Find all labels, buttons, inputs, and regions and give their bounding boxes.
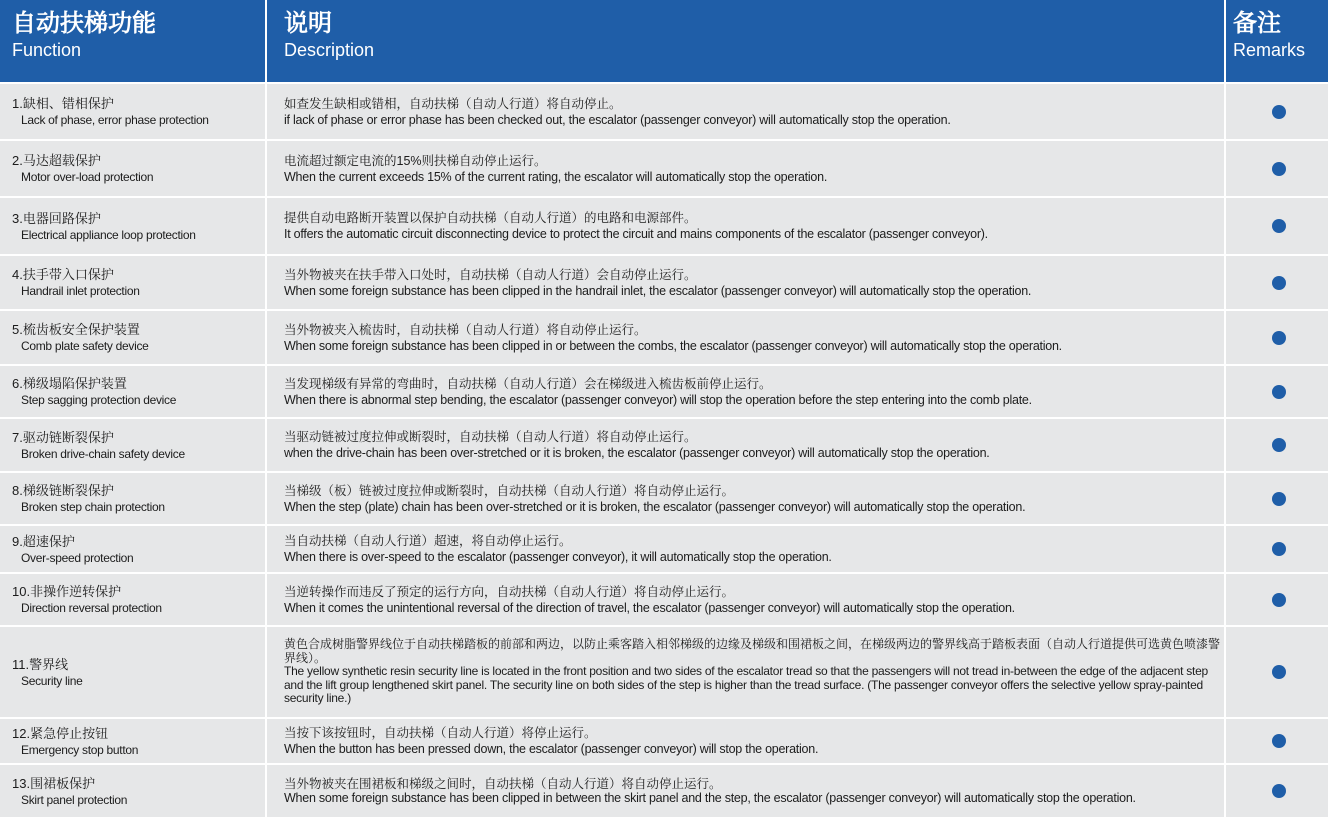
row-11-remark [1226, 627, 1328, 717]
header-description-zh: 说明 [284, 10, 332, 37]
function-en: Comb plate safety device [21, 339, 149, 353]
function-zh: 4.扶手带入口保护 [12, 267, 114, 282]
row-10-remark [1226, 574, 1328, 625]
function-en: Emergency stop button [21, 742, 139, 757]
description-zh: 当自动扶梯（自动人行道）超速，将自动停止运行。 [284, 534, 572, 548]
description-en: When some foreign substance has been clipped in or between the combs, the escalator (passenger conveyor) will automatically stop the operation. [284, 338, 1062, 353]
row-5-description [267, 311, 1224, 364]
function-en: Broken drive-chain safety device [21, 446, 185, 461]
row-12-function [0, 719, 265, 763]
remark-dot-icon [1272, 542, 1286, 556]
row-3-remark [1226, 198, 1328, 254]
description-en: When the step (plate) chain has been over-stretched or it is broken, the escalator (passenger conveyor) will automatically stop the operation. [284, 499, 1026, 514]
description-en: When the button has been pressed down, the escalator (passenger conveyor) will stop the operation. [284, 742, 819, 756]
remark-dot-icon [1272, 105, 1286, 119]
function-zh: 13.围裙板保护 [12, 775, 96, 791]
description-en: when the drive-chain has been over-stretched or it is broken, the escalator (passenger conveyor) will automatically stop the operation. [284, 446, 990, 460]
header-description-en: Description [284, 40, 375, 60]
description-zh: 当外物被夹入梳齿时，自动扶梯（自动人行道）将自动停止运行。 [284, 322, 647, 337]
function-en: Motor over-load protection [21, 170, 154, 184]
function-en: Electrical appliance loop protection [21, 227, 196, 242]
function-en: Direction reversal protection [21, 601, 162, 615]
remark-dot-icon [1272, 492, 1286, 506]
row-5-function [0, 311, 265, 364]
row-1-remark [1226, 84, 1328, 139]
row-8-function [0, 473, 265, 524]
description-en: When the current exceeds 15% of the current rating, the escalator will automatically stop the operation. [284, 169, 828, 184]
remark-dot-icon [1272, 162, 1286, 176]
description-zh: 当按下该按钮时，自动扶梯（自动人行道）将停止运行。 [284, 726, 597, 740]
description-zh: 当外物被夹在围裙板和梯级之间时，自动扶梯（自动人行道）将自动停止运行。 [284, 777, 722, 792]
function-en: Handrail inlet protection [21, 284, 140, 298]
function-en: Over-speed protection [21, 550, 134, 565]
header-remarks-en: Remarks [1233, 40, 1306, 60]
description-zh: 电流超过额定电流的15%则扶梯自动停止运行。 [284, 153, 547, 168]
row-3-function [0, 198, 265, 254]
function-en: Skirt panel protection [21, 792, 128, 807]
description-zh: 如查发生缺相或错相，自动扶梯（自动人行道）将自动停止。 [284, 96, 622, 111]
description-en: When some foreign substance has been clipped in between the skirt panel and the step, the escalator (passenger conveyor) will automatically stop the operation. [284, 791, 1136, 806]
description-en: When it comes the unintentional reversal of the direction of travel, the escalator (passenger conveyor) will automatically stop the operation. [284, 600, 1015, 615]
remark-dot-icon [1272, 734, 1286, 748]
row-7-description [267, 419, 1224, 471]
header-remarks [1226, 0, 1328, 82]
row-9-description [267, 526, 1224, 572]
function-en: Broken step chain protection [21, 500, 165, 514]
remark-dot-icon [1272, 331, 1286, 345]
function-zh: 12.紧急停止按钮 [12, 725, 109, 741]
description-zh: 当外物被夹在扶手带入口处时，自动扶梯（自动人行道）会自动停止运行。 [284, 267, 697, 282]
function-zh: 6.梯级塌陷保护装置 [12, 376, 127, 391]
row-4-remark [1226, 256, 1328, 309]
row-2-function [0, 141, 265, 196]
remark-dot-icon [1272, 276, 1286, 290]
row-10-function [0, 574, 265, 625]
remark-dot-icon [1272, 665, 1286, 679]
function-zh: 10.非操作逆转保护 [12, 584, 122, 599]
row-13-description [267, 765, 1224, 817]
function-zh: 2.马达超载保护 [12, 153, 101, 168]
function-zh: 3.电器回路保护 [12, 210, 101, 226]
description-zh: 当发现梯级有异常的弯曲时，自动扶梯（自动人行道）会在梯级进入梳齿板前停止运行。 [284, 376, 772, 391]
row-9-function [0, 526, 265, 572]
row-3-description [267, 198, 1224, 254]
row-8-description [267, 473, 1224, 524]
row-2-description [267, 141, 1224, 196]
function-zh: 9.超速保护 [12, 533, 75, 549]
header-function-en: Function [12, 40, 82, 60]
remark-dot-icon [1272, 438, 1286, 452]
header-function [0, 0, 265, 82]
description-en: When some foreign substance has been clipped in the handrail inlet, the escalator (passenger conveyor) will automatically stop the operation. [284, 283, 1032, 298]
function-en: Lack of phase, error phase protection [21, 113, 209, 127]
row-6-remark [1226, 366, 1328, 417]
description-en: if lack of phase or error phase has been checked out, the escalator (passenger conveyor) will automatically stop the operation. [284, 112, 951, 127]
description-zh: 提供自动电路断开装置以保护自动扶梯（自动人行道）的电路和电源部件。 [284, 211, 697, 225]
description-en: When there is abnormal step bending, the escalator (passenger conveyor) will stop the operation before the step entering into the comb plate. [284, 392, 1032, 407]
row-4-function [0, 256, 265, 309]
function-zh: 1.缺相、错相保护 [12, 96, 114, 111]
remark-dot-icon [1272, 784, 1286, 798]
header-function-zh: 自动扶梯功能 [12, 10, 156, 37]
description-en: It offers the automatic circuit disconnecting device to protect the circuit and mains components of the escalator (passenger conveyor). [284, 227, 988, 241]
description-en: The yellow synthetic resin security line is located in the front position and two sides of the escalator tread so that the passengers will not tread in-between the edge of the adjacent step and the lift group lengthened skirt panel. The security line on both sides of the step is higher than the tread surface. (The passenger conveyor offers the selective yellow spray-painted security line.) [284, 664, 1208, 706]
row-6-function [0, 366, 265, 417]
row-12-remark [1226, 719, 1328, 763]
function-zh: 8.梯级链断裂保护 [12, 483, 114, 498]
row-12-description [267, 719, 1224, 763]
row-13-remark [1226, 765, 1328, 817]
remark-dot-icon [1272, 385, 1286, 399]
function-zh: 7.驱动链断裂保护 [12, 429, 114, 445]
row-5-remark [1226, 311, 1328, 364]
row-8-remark [1226, 473, 1328, 524]
function-en: Step sagging protection device [21, 393, 177, 407]
row-13-function [0, 765, 265, 817]
description-zh: 当梯级（板）链被过度拉伸或断裂时，自动扶梯（自动人行道）将自动停止运行。 [284, 483, 735, 498]
row-7-remark [1226, 419, 1328, 471]
row-11-description [267, 627, 1224, 717]
remark-dot-icon [1272, 219, 1286, 233]
description-zh: 当逆转操作而违反了预定的运行方向，自动扶梯（自动人行道）将自动停止运行。 [284, 584, 735, 599]
description-zh: 黄色合成树脂警界线位于自动扶梯踏板的前部和两边，以防止乘客踏入相邻梯级的边缘及梯级和围裙板之间，在梯级两边的警界线高于踏板表面（自动人行道提供可选黄色喷漆警界线）。 [284, 637, 1221, 665]
function-zh: 11.警界线 [12, 656, 69, 672]
description-en: When there is over-speed to the escalator (passenger conveyor), it will automatically stop the operation. [284, 550, 832, 564]
row-11-function [0, 627, 265, 717]
function-en: Security line [21, 673, 83, 688]
function-zh: 5.梳齿板安全保护装置 [12, 322, 140, 337]
description-zh: 当驱动链被过度拉伸或断裂时，自动扶梯（自动人行道）将自动停止运行。 [284, 430, 697, 444]
header-remarks-zh: 备注 [1233, 10, 1281, 37]
row-9-remark [1226, 526, 1328, 572]
row-10-description [267, 574, 1224, 625]
header-description [267, 0, 1224, 82]
remark-dot-icon [1272, 593, 1286, 607]
row-6-description [267, 366, 1224, 417]
row-4-description [267, 256, 1224, 309]
row-2-remark [1226, 141, 1328, 196]
row-7-function [0, 419, 265, 471]
row-1-function [0, 84, 265, 139]
row-1-description [267, 84, 1224, 139]
